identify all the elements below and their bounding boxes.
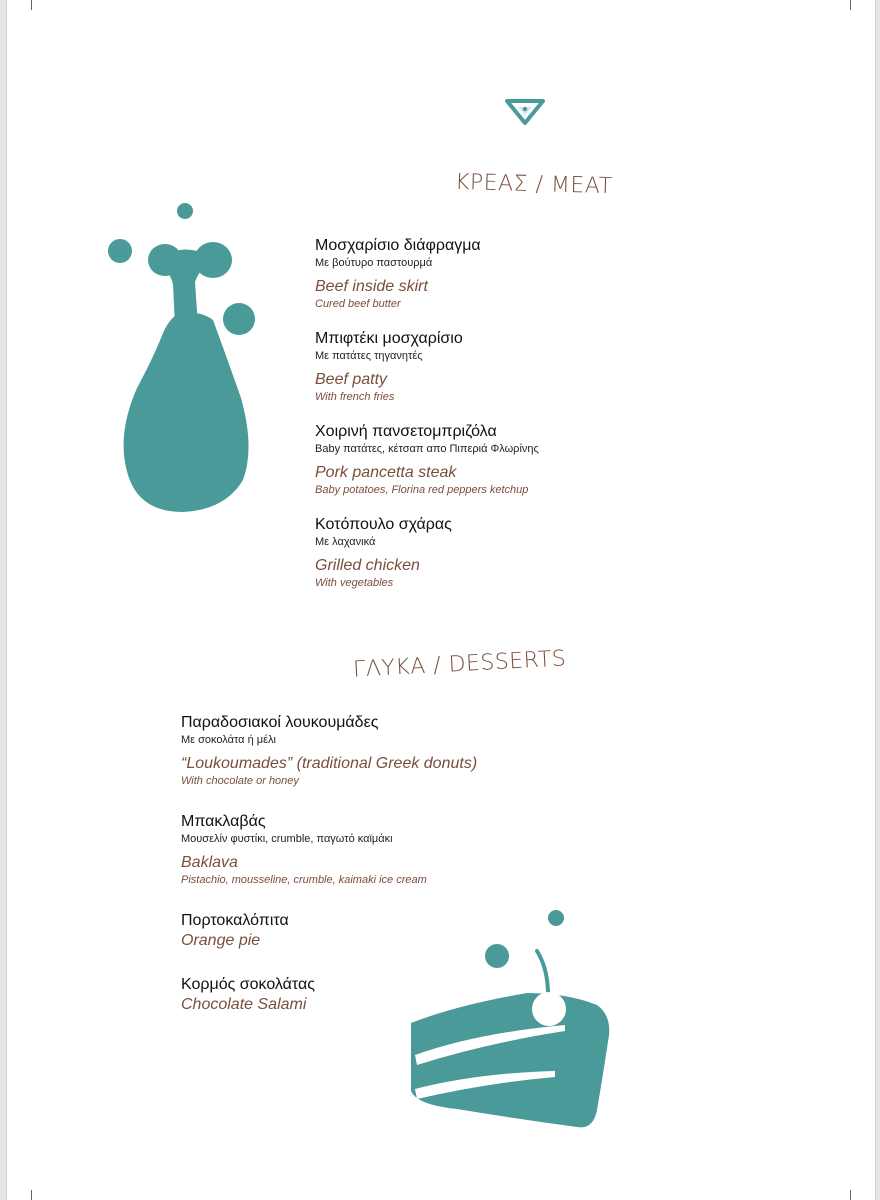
item-english-name: Beef inside skirt bbox=[315, 278, 428, 295]
menu-item bbox=[181, 911, 289, 951]
crop-mark bbox=[31, 0, 32, 10]
menu-item bbox=[315, 236, 481, 312]
meat-section-title: ΚΡΕΑΣ / MEAT bbox=[454, 169, 613, 200]
menu-item bbox=[181, 713, 477, 789]
item-greek-name: Μπιφτέκι μοσχαρίσιο bbox=[315, 330, 463, 347]
menu-item bbox=[315, 422, 539, 498]
item-greek-name: Κοτόπουλο σχάρας bbox=[315, 516, 452, 533]
item-english-description: With french fries bbox=[315, 391, 395, 403]
item-greek-description: Μουσελίν φυστίκι, crumble, παγωτό καϊμάκι bbox=[181, 833, 393, 845]
menu-item bbox=[181, 975, 315, 1015]
item-greek-name: Μοσχαρίσιο διάφραγμα bbox=[315, 237, 481, 254]
cake-slice-icon bbox=[397, 905, 627, 1137]
item-english-description: Baby potatoes, Florina red peppers ketchup bbox=[315, 484, 529, 496]
menu-item bbox=[315, 515, 452, 591]
crop-mark bbox=[850, 0, 851, 10]
crop-mark bbox=[850, 1190, 851, 1200]
drumstick-icon bbox=[103, 198, 263, 518]
menu-item bbox=[181, 812, 427, 888]
item-english-name: Pork pancetta steak bbox=[315, 464, 457, 481]
item-english-name: Baklava bbox=[181, 854, 238, 871]
item-greek-description: Baby πατάτες, κέτσαπ απο Πιπεριά Φλωρίνης bbox=[315, 443, 539, 455]
crop-mark bbox=[31, 1190, 32, 1200]
item-greek-name: Παραδοσιακοί λουκουμάδες bbox=[181, 714, 379, 731]
triangle-logo-icon bbox=[504, 98, 546, 126]
item-greek-description: Με πατάτες τηγανητές bbox=[315, 350, 423, 362]
item-english-name: Orange pie bbox=[181, 932, 261, 949]
item-english-description: With vegetables bbox=[315, 577, 394, 589]
item-english-name: Grilled chicken bbox=[315, 557, 420, 574]
item-greek-description: Με σοκολάτα ή μέλι bbox=[181, 734, 276, 746]
item-english-description: With chocolate or honey bbox=[181, 775, 299, 787]
desserts-section-title: ΓΛΥΚΑ / DESSERTS bbox=[352, 646, 567, 683]
item-greek-description: Με βούτυρο παστουρμά bbox=[315, 257, 433, 269]
item-greek-description: Με λαχανικά bbox=[315, 536, 376, 548]
item-english-name: Chocolate Salami bbox=[181, 996, 307, 1013]
item-greek-name: Πορτοκαλόπιτα bbox=[181, 912, 289, 929]
item-greek-name: Μπακλαβάς bbox=[181, 813, 266, 830]
item-english-description: Pistachio, mousseline, crumble, kaimaki ice cream bbox=[181, 874, 427, 886]
item-greek-name: Κορμός σοκολάτας bbox=[181, 976, 315, 993]
item-english-name: Beef patty bbox=[315, 371, 388, 388]
menu-page bbox=[6, 0, 876, 1200]
item-english-name: “Loukoumades” (traditional Greek donuts) bbox=[181, 755, 478, 772]
menu-item bbox=[315, 329, 463, 405]
item-english-description: Cured beef butter bbox=[315, 298, 401, 310]
item-greek-name: Χοιρινή πανσετομπριζόλα bbox=[315, 423, 497, 440]
